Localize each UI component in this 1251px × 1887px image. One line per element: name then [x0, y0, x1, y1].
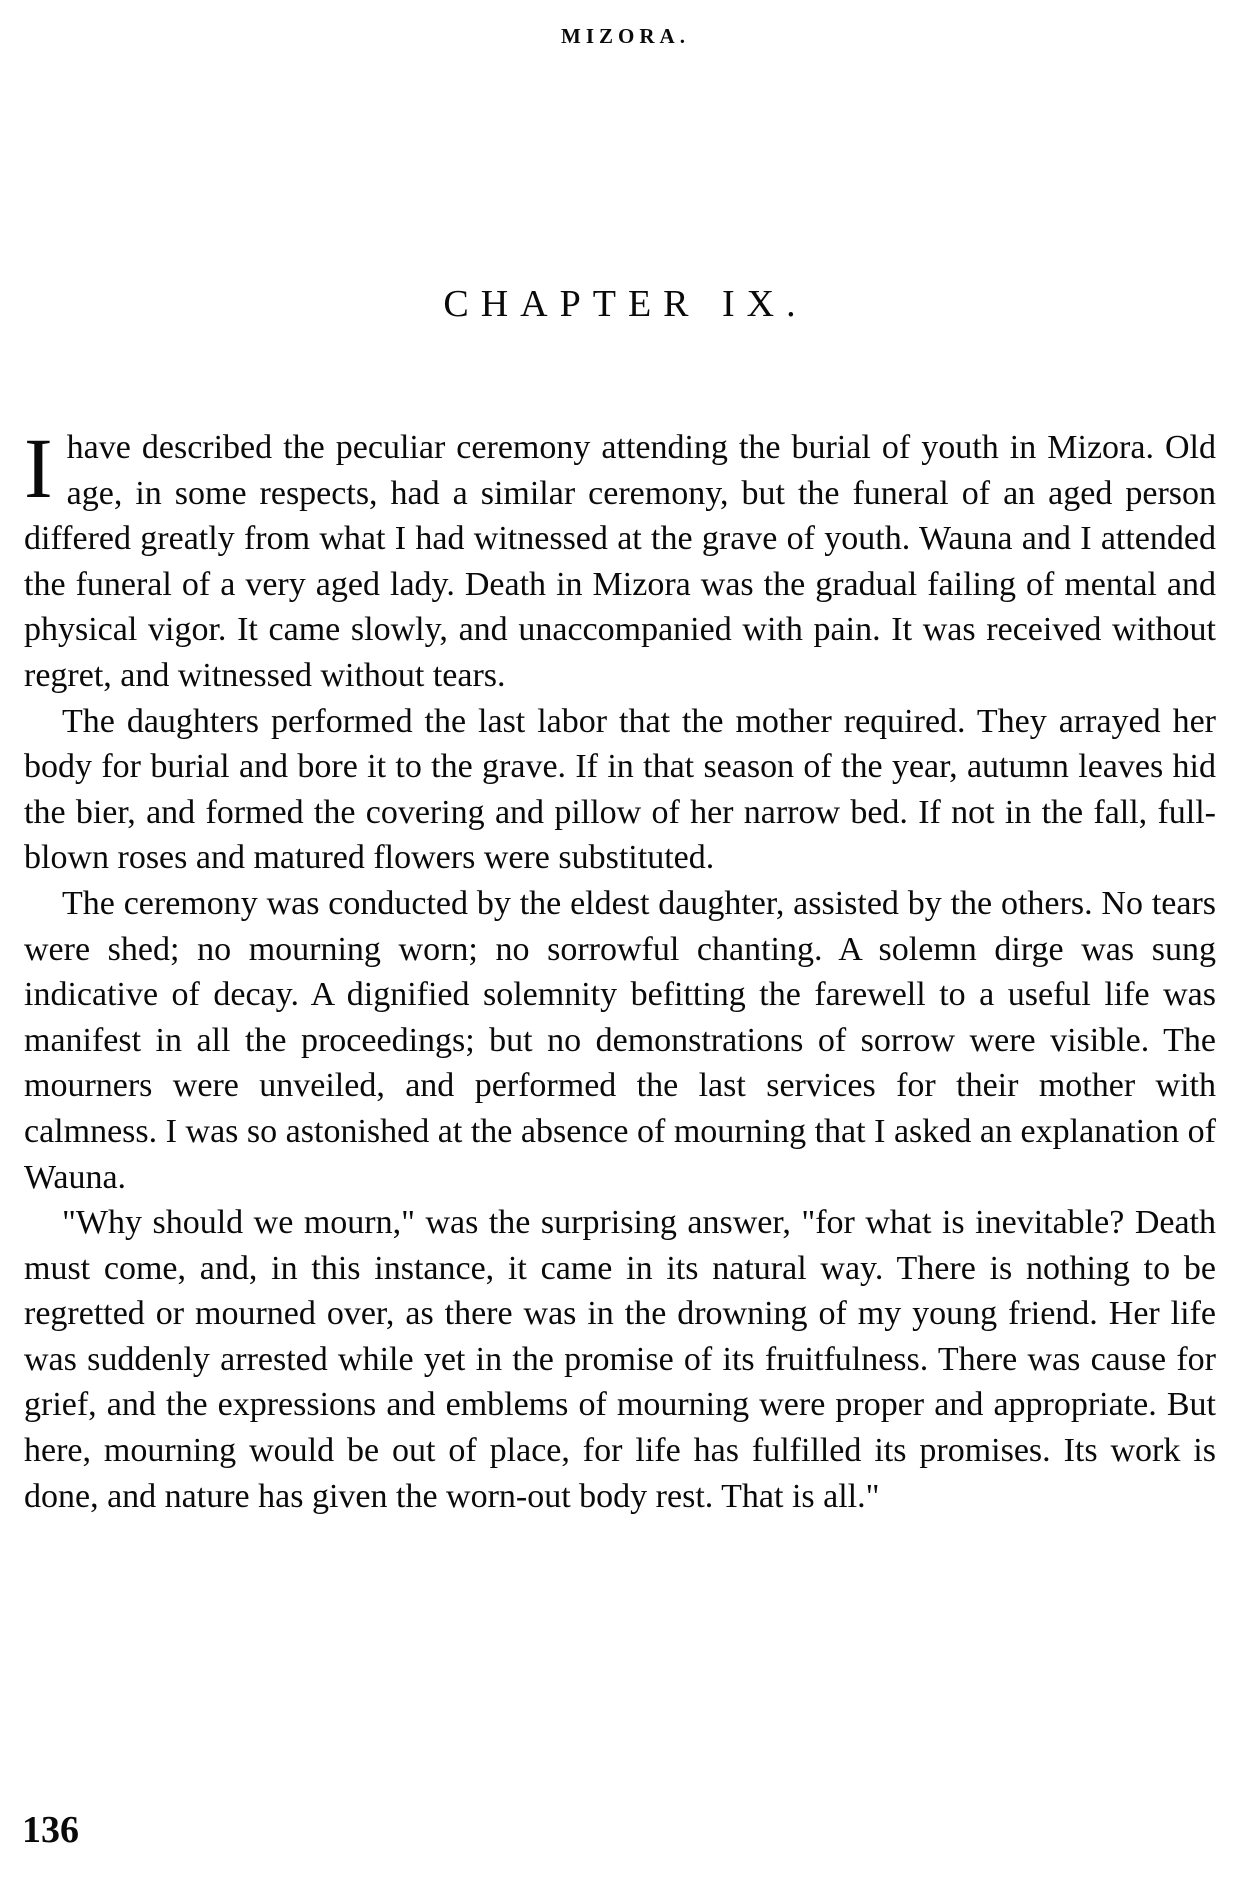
paragraph-1 — [24, 420, 1216, 699]
page-number: 136 — [22, 1809, 79, 1851]
chapter-title: CHAPTER IX. — [443, 283, 808, 325]
paragraph-4: "Why should we mourn," was the surprising answer, "for what is inevitable? Death must come, and, in this instance, it came in its natural way. There is nothing to be regretted or mourned over, as there was in the drowning of my young friend. Her life was suddenly arrested while yet in the promise of its fruitfulness. There was cause for grief, and the expressions and emblems of mourning were proper and appropriate. But here, mourning would be out of place, for life has fulfilled its promises. Its work is done, and nature has given the worn-out body rest. That is all." — [24, 1204, 1216, 1515]
running-head: MIZORA. — [561, 24, 690, 48]
chapter-body — [24, 420, 1216, 1519]
paragraph-3: The ceremony was conducted by the eldest daughter, assisted by the others. No tears were shed; no mourning worn; no sorrowful chanting. A solemn dirge was sung indicative of decay. A dignified solemnity befitting the farewell to a useful life was manifest in all the proceedings; but no demonstrations of sorrow were visible. The mourners were unveiled, and performed the last services for their mother with calmness. I was so astonished at the absence of mourning that I asked an explanation of Wauna. — [24, 884, 1216, 1196]
drop-cap: I — [24, 420, 53, 516]
paragraph-2: The daughters performed the last labor that the mother required. They arrayed her body for burial and bore it to the grave. If in that season of the year, autumn leaves hid the bier, and formed the covering and pillow of her narrow bed. If not in the fall, full-blown roses and matured flowers were substituted. — [24, 702, 1216, 877]
paragraph-1-text: have described the peculiar ceremony attending the burial of youth in Mizora. Old age, in some respects, had a similar ceremony, but the funeral of an aged person differed greatly from what I had witnessed at the grave of youth. Wauna and I attended the funeral of a very aged lady. Death in Mizora was the gradual failing of mental and physical vigor. It came slowly, and unaccompanied with pain. It was received without regret, and witnessed without tears. — [24, 429, 1216, 694]
